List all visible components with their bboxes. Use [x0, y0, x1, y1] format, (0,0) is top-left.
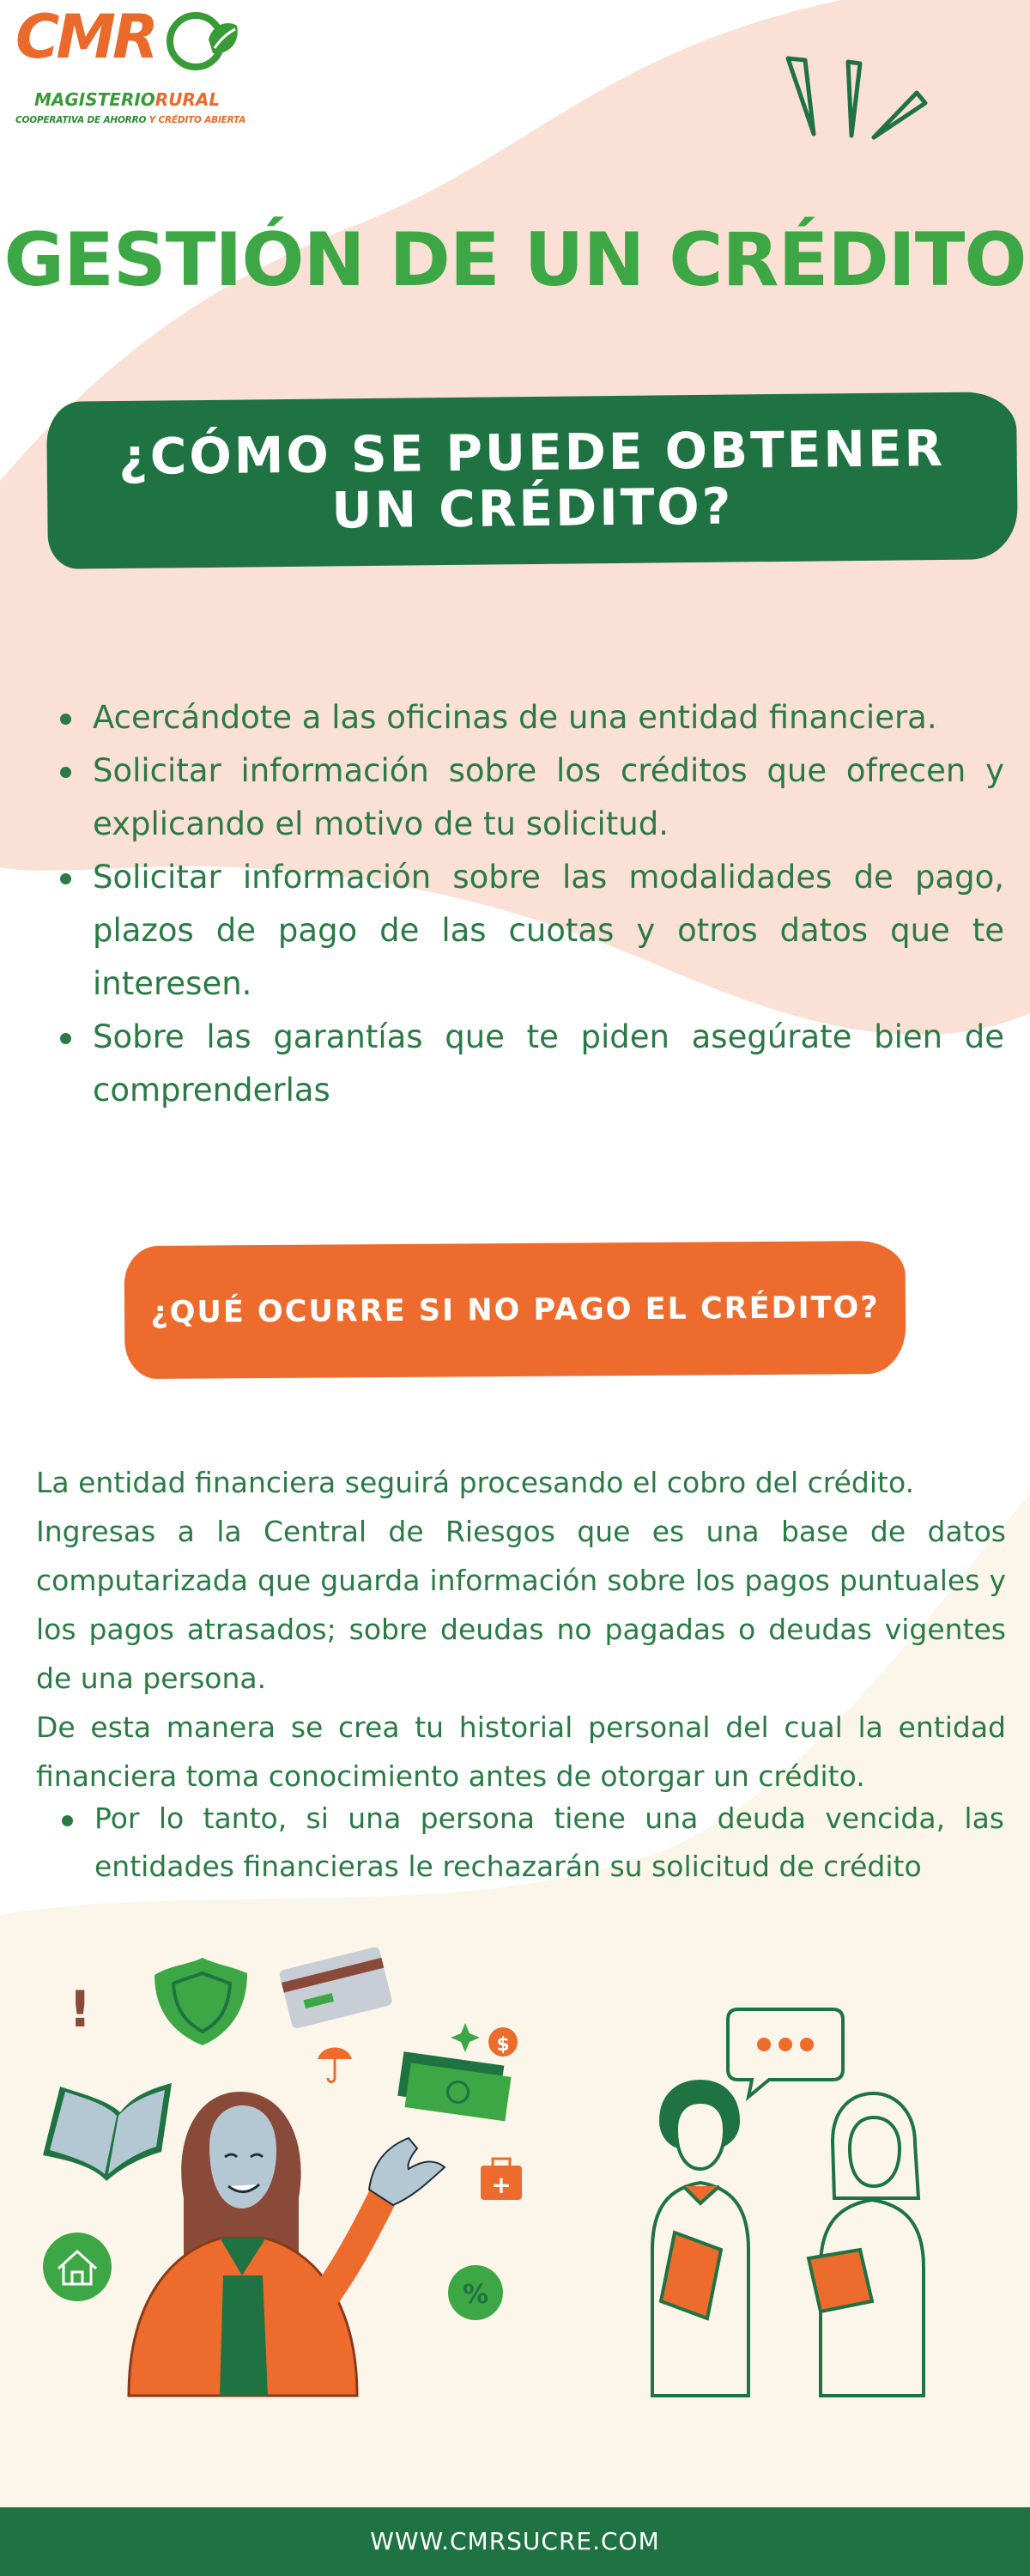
svg-text:+: +: [491, 2171, 512, 2199]
logo-leaf-icon: [161, 7, 247, 84]
cmr-logo: [15, 2, 264, 136]
paragraph: De esta manera se crea tu historial personal del cual la entidad financiera toma conocimiento antes de otorgar un crédito.: [36, 1710, 1006, 1793]
list-item: Solicitar información sobre los créditos que ofrecen y explicando el motivo de tu solicitud.: [52, 744, 1004, 851]
list-item: Acercándote a las oficinas de una entidad financiera.: [52, 691, 1004, 744]
section2-text: [36, 1458, 1006, 1801]
two-women-talking-illustration: [618, 1992, 961, 2396]
section1-heading-banner: [46, 392, 1018, 569]
section1-heading: ¿CÓMO SE PUEDE OBTENER UN CRÉDITO?: [118, 418, 946, 539]
section2-list: [53, 1795, 1004, 1891]
svg-text:%: %: [462, 2280, 489, 2310]
shield-icon: [154, 1958, 247, 2045]
section2-heading-banner: [124, 1241, 906, 1379]
coin-icon: [488, 2027, 518, 2057]
paragraph: Ingresas a la Central de Riesgos que es una base de datos computarizada que guarda información sobre los pagos puntuales y los pagos atrasados; sobre deudas no pagadas o deudas vigentes de una persona.: [36, 1515, 1006, 1695]
logo-name: MAGISTERIORURAL: [34, 89, 221, 110]
book-icon: [43, 2083, 172, 2181]
umbrella-icon: [318, 2048, 352, 2082]
paragraph: La entidad financiera seguirá procesando el cobro del crédito.: [36, 1466, 915, 1499]
list-item: Por lo tanto, si una persona tiene una deuda vencida, las entidades financieras le rechazarán su solicitud de crédito: [53, 1795, 1004, 1891]
sparkle-icon: [451, 2023, 480, 2052]
woman-finance-illustration: [26, 1932, 512, 2396]
list-item: Solicitar información sobre las modalidades de pago, plazos de pago de las cuotas y otros datos que te interesen.: [52, 851, 1004, 1011]
logo-mark: CMR: [15, 2, 155, 72]
woman-left-figure: [652, 2081, 748, 2396]
svg-text:$: $: [496, 2034, 510, 2056]
page-title: GESTIÓN DE UN CRÉDITO: [3, 217, 1027, 303]
section1-list: [52, 691, 1004, 1117]
credit-card-icon: [279, 1946, 393, 2029]
woman-figure: [129, 2092, 445, 2396]
exclamation-icon: !: [69, 1980, 92, 2038]
money-icon: [397, 2051, 513, 2121]
speech-bubble-icon: [728, 2009, 843, 2097]
section2-heading: ¿QUÉ OCURRE SI NO PAGO EL CRÉDITO?: [150, 1290, 880, 1330]
logo-tagline: COOPERATIVA DE AHORRO Y CRÉDITO ABIERTA: [15, 115, 246, 125]
footer-website-link[interactable]: WWW.CMRSUCRE.COM: [0, 2507, 1030, 2576]
house-icon: [43, 2233, 112, 2301]
woman-right-figure: [809, 2093, 924, 2396]
list-item: Sobre las garantías que te piden asegúrate bien de comprenderlas: [52, 1011, 1004, 1117]
percent-icon: [448, 2265, 503, 2320]
